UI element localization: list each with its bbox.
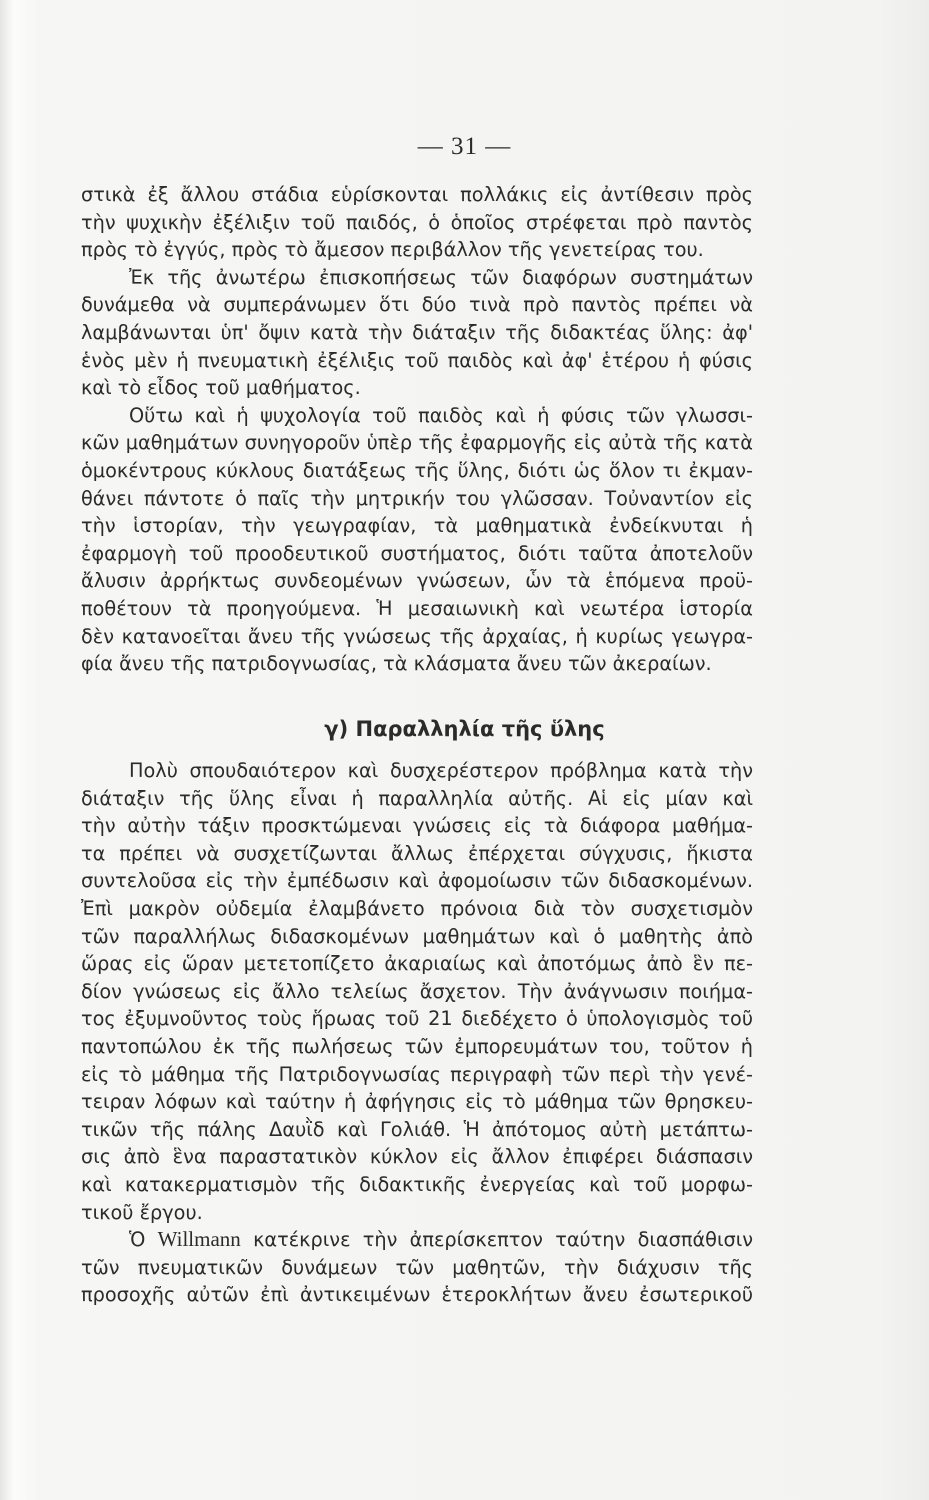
text-line: τῶν παραλλήλως διδασκομένων μαθημάτων καὶ ὁ μαθητὴς ἀπὸ xyxy=(81,924,753,948)
text-line: διάταξιν τῆς ὕλης εἶναι ἡ παραλληλία αὐτῆς. Αἱ εἰς μίαν καὶ xyxy=(81,786,753,810)
text-line: ἄλυσιν ἀρρήκτως συνδεομένων γνώσεων, ὧν τὰ ἑπόμενα προϋ- xyxy=(81,569,753,593)
text-line: φία ἄνευ τῆς πατριδογνωσίας, τὰ κλάσματα ἄνευ τῶν ἀκεραίων. xyxy=(81,652,712,676)
text-line xyxy=(81,1226,753,1254)
text-line: τικῶν τῆς πάλης Δαυῒδ καὶ Γολιάθ. Ἡ ἀπότομος αὐτὴ μετάπτω- xyxy=(81,1117,753,1141)
author-name: Willmann xyxy=(157,1227,241,1252)
text-line: εἰς τὸ μάθημα τῆς Πατριδογνωσίας περιγραφὴ τῶν περὶ τὴν γενέ- xyxy=(81,1062,753,1086)
text-line: κῶν μαθημάτων συνηγοροῦν ὑπὲρ τῆς ἐφαρμογῆς εἰς αὐτὰ τῆς κατὰ xyxy=(81,431,753,455)
text-line: τῶν πνευματικῶν δυνάμεων τῶν μαθητῶν, τὴν διάχυσιν τῆς xyxy=(81,1255,753,1279)
text-line: Ἐπὶ μακρὸν οὐδεμία ἐλαμβάνετο πρόνοια διὰ τὸν συσχετισμὸν xyxy=(81,896,753,920)
text-line: δίον γνώσεως εἰς ἄλλο τελείως ἄσχετον. Τὴν ἀνάγνωσιν ποιήμα- xyxy=(81,979,753,1003)
text-line: ἐφαρμογὴ τοῦ προοδευτικοῦ συστήματος, διότι ταῦτα ἀποτελοῦν xyxy=(81,541,753,565)
text-line: τος ἐξυμνοῦντος τοὺς ἥρωας τοῦ 21 διεδέχετο ὁ ὑπολογισμὸς τοῦ xyxy=(81,1007,753,1031)
text-line: Ἐκ τῆς ἀνωτέρω ἐπισκοπήσεως τῶν διαφόρων συστημάτων xyxy=(129,265,753,289)
text-line: τὴν ψυχικὴν ἐξέλιξιν τοῦ παιδός, ὁ ὁποῖος στρέφεται πρὸ παντὸς xyxy=(81,210,753,234)
text-line: τὴν αὐτὴν τάξιν προσκτώμεναι γνώσεις εἰς τὰ διάφορα μαθήμα- xyxy=(81,814,753,838)
paragraph-2 xyxy=(81,264,753,402)
text-line: ὥρας εἰς ὥραν μετετοπίζετο ἀκαριαίως καὶ ἀποτόμως ἀπὸ ἓν πε- xyxy=(81,952,753,976)
text-line: καὶ κατακερματισμὸν τῆς διδακτικῆς ἐνεργείας καὶ τοῦ μορφω- xyxy=(81,1172,753,1196)
text-line: ὁμοκέντρους κύκλους διατάξεως τῆς ὕλης, διότι ὡς ὅλον τι ἐκμαν- xyxy=(81,458,753,482)
spine-shadow xyxy=(0,0,14,1500)
text-line: τικοῦ ἔργου. xyxy=(81,1200,203,1224)
text-line: Πολὺ σπουδαιότερον καὶ δυσχερέστερον πρόβλημα κατὰ τὴν xyxy=(129,759,753,782)
paragraph-1 xyxy=(81,181,753,264)
text-line: πρὸς τὸ ἐγγύς, πρὸς τὸ ἄμεσον περιβάλλον τῆς γενετείρας του. xyxy=(81,238,704,262)
text-line: τὴν ἱστορίαν, τὴν γεωγραφίαν, τὰ μαθηματικὰ ἐνδείκνυται ἡ xyxy=(81,514,753,538)
paragraph-4 xyxy=(81,757,753,1226)
text-line: στικὰ ἐξ ἄλλου στάδια εὑρίσκονται πολλάκις εἰς ἀντίθεσιν πρὸς xyxy=(81,183,753,206)
text-block-upper xyxy=(81,181,753,678)
paragraph-3 xyxy=(81,402,753,678)
text-line: τα πρέπει νὰ συσχετίζωνται ἄλλως ἐπέρχεται σύγχυσις, ἥκιστα xyxy=(81,841,753,865)
text-line: λαμβάνωνται ὑπ' ὄψιν κατὰ τὴν διάταξιν τῆς διδακτέας ὕλης: ἀφ' xyxy=(81,320,753,344)
text-line: ἑνὸς μὲν ἡ πνευματικὴ ἐξέλιξις τοῦ παιδὸς καὶ ἀφ' ἑτέρου ἡ φύσις xyxy=(81,348,753,372)
text-line: τειραν λόφων καὶ ταύτην ἡ ἀφήγησις εἰς τὸ μάθημα τῶν θρησκευ- xyxy=(81,1090,753,1114)
text-line: προσοχῆς αὐτῶν ἐπὶ ἀντικειμένων ἑτεροκλήτων ἄνευ ἐσωτερικοῦ xyxy=(81,1283,753,1307)
text-line: καὶ τὸ εἶδος τοῦ μαθήματος. xyxy=(81,376,361,400)
text-fragment: κατέκρινε τὴν ἀπερίσκεπτον ταύτην διασπάθισιν xyxy=(240,1228,753,1252)
text-line: ποθέτουν τὰ προηγούμενα. Ἡ μεσαιωνικὴ καὶ νεωτέρα ἱστορία xyxy=(81,596,753,620)
text-line: σις ἀπὸ ἓνα παραστατικὸν κύκλον εἰς ἄλλον ἐπιφέρει διάσπασιν xyxy=(81,1145,753,1169)
text-line: συντελοῦσα εἰς τὴν ἐμπέδωσιν καὶ ἀφομοίωσιν τῶν διδασκομένων. xyxy=(81,869,753,893)
paragraph-5 xyxy=(81,1226,753,1309)
text-line: παντοπώλου ἐκ τῆς πωλήσεως τῶν ἐμπορευμάτων του, τοῦτον ἡ xyxy=(81,1034,753,1058)
page-number: — 31 — xyxy=(417,133,512,160)
text-line: Οὕτω καὶ ἡ ψυχολογία τοῦ παιδὸς καὶ ἡ φύσις τῶν γλωσσι- xyxy=(129,403,753,427)
text-line: δυνάμεθα νὰ συμπεράνωμεν ὅτι δύο τινὰ πρὸ παντὸς πρέπει νὰ xyxy=(81,293,753,317)
text-fragment: Ὁ xyxy=(129,1228,158,1252)
section-heading: γ) Παραλληλία τῆς ὕλης xyxy=(324,717,605,741)
text-block-lower xyxy=(81,757,753,1309)
text-line: δὲν κατανοεῖται ἄνευ τῆς γνώσεως τῆς ἀρχαίας, ἡ κυρίως γεωγρα- xyxy=(81,624,753,648)
text-line: θάνει πάντοτε ὁ παῖς τὴν μητρικήν του γλῶσσαν. Τοὐναντίον εἰς xyxy=(81,486,753,510)
